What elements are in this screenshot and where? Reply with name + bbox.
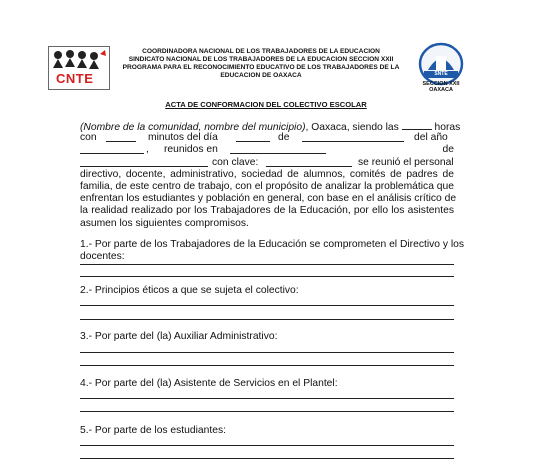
section-2-answer-line[interactable] bbox=[80, 319, 454, 320]
intro-text: la realidad realizado por los Trabajadores de la Educación, por ello los asistentes bbox=[80, 205, 454, 217]
school-name-blank[interactable] bbox=[80, 157, 208, 167]
intro-text: familia, de este centro de trabajo, con el propósito de analizar la problemática que bbox=[80, 180, 454, 192]
intro-line-6 bbox=[80, 181, 454, 193]
intro-text: , bbox=[146, 144, 149, 156]
section-4-answer-line[interactable] bbox=[80, 411, 454, 412]
document-title-text: ACTA DE CONFORMACION DEL COLECTIVO ESCOLAR bbox=[165, 100, 367, 109]
minutes-blank[interactable] bbox=[106, 132, 136, 142]
intro-text: del año bbox=[414, 132, 448, 144]
document-header bbox=[118, 48, 404, 80]
intro-text: con clave: bbox=[212, 156, 259, 168]
snte-logo-text: SNTE bbox=[434, 71, 448, 77]
section-3-answer-line[interactable] bbox=[80, 352, 454, 353]
intro-line-7 bbox=[80, 193, 457, 205]
intro-text: de bbox=[442, 144, 454, 156]
cnte-logo bbox=[48, 46, 110, 90]
section-1-answer-line[interactable] bbox=[80, 276, 454, 277]
section-3-title: 3.- Por parte del (la) Auxiliar Administrativo: bbox=[80, 331, 278, 342]
intro-text: enfrentan los estudiantes y población en general, con base en el análisis crítico de bbox=[80, 193, 457, 205]
intro-line-9 bbox=[80, 218, 454, 230]
intro-line-8 bbox=[80, 205, 454, 217]
intro-text: reunidos en bbox=[164, 144, 218, 156]
header-line-3: PROGRAMA PARA EL RECONOCIMIENTO EDUCATIVO DE LOS TRABAJADORES DE LA bbox=[122, 64, 400, 71]
section-2-answer-line[interactable] bbox=[80, 305, 454, 306]
section-4-answer-line[interactable] bbox=[80, 398, 454, 399]
place-blank[interactable] bbox=[230, 144, 326, 154]
intro-text: asumen los siguientes compromisos. bbox=[80, 217, 249, 229]
section-1-title-cont: docentes: bbox=[80, 251, 125, 262]
intro-text: con bbox=[80, 132, 97, 144]
school-key-blank[interactable] bbox=[266, 157, 352, 167]
intro-text: horas bbox=[434, 122, 461, 133]
snte-caption-section: SECCION XXII bbox=[422, 81, 460, 87]
snte-caption-state: OAXACA bbox=[429, 87, 453, 93]
section-5-answer-line[interactable] bbox=[80, 445, 454, 446]
cnte-logo-text: CNTE bbox=[56, 71, 94, 86]
section-5-title: 5.- Por parte de los estudiantes: bbox=[80, 425, 226, 436]
intro-line-1 bbox=[80, 120, 461, 133]
intro-line-2 bbox=[80, 132, 454, 144]
intro-line-4 bbox=[80, 157, 454, 169]
document-title bbox=[80, 100, 452, 109]
section-1-answer-line[interactable] bbox=[80, 264, 454, 265]
section-3-answer-line[interactable] bbox=[80, 365, 454, 366]
intro-text: , Oaxaca, siendo las bbox=[305, 122, 399, 133]
section-2-title: 2.- Principios éticos a que se sujeta el colectivo: bbox=[80, 285, 299, 296]
intro-line-5 bbox=[80, 169, 454, 181]
community-placeholder: (Nombre de la comunidad, nombre del municipio) bbox=[80, 122, 306, 133]
month-blank[interactable] bbox=[302, 132, 404, 142]
section-1-title: 1.- Por parte de los Trabajadores de la Educación se comprometen el Directivo y los bbox=[80, 239, 465, 250]
hour-blank[interactable] bbox=[402, 120, 432, 130]
intro-text: de bbox=[278, 132, 290, 144]
intro-text: directivo, docente, administrativo, sociedad de alumnos, comités de padres de bbox=[80, 168, 454, 180]
intro-line-3 bbox=[80, 144, 454, 156]
day-blank[interactable] bbox=[236, 132, 270, 142]
year-blank[interactable] bbox=[80, 144, 144, 154]
intro-text: se reunió el personal bbox=[358, 156, 454, 168]
header-line-1: COORDINADORA NACIONAL DE LOS TRABAJADORES DE LA EDUCACION bbox=[142, 48, 380, 55]
intro-paragraph bbox=[80, 120, 461, 230]
section-4-title: 4.- Por parte del (la) Asistente de Servicios en el Plantel: bbox=[80, 378, 338, 389]
intro-text: minutos del día bbox=[148, 132, 218, 144]
header-line-2: SINDICATO NACIONAL DE LOS TRABAJADORES DE LA EDUCACION SECCION XXII bbox=[128, 56, 394, 63]
header-line-4: EDUCACION DE OAXACA bbox=[220, 72, 302, 79]
section-5-answer-line[interactable] bbox=[80, 458, 454, 459]
